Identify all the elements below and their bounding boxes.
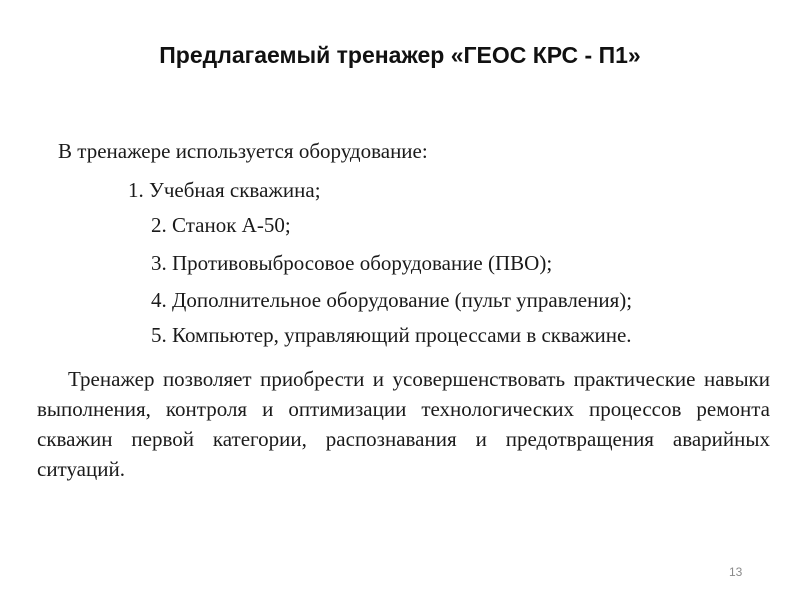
description-paragraph: Тренажер позволяет приобрести и усовершенствовать практические навыки выполнения, контроля и оптимизации технологических процессов ремонта скважин первой категории, распознавания и предотвращения аварийных ситуаций.	[37, 367, 770, 481]
equipment-item-4: 4. Дополнительное оборудование (пульт управления);	[151, 288, 633, 312]
equipment-item-3: 3. Противовыбросовое оборудование (ПВО);	[151, 251, 553, 275]
page-number: 13	[729, 565, 743, 579]
equipment-item-5: 5. Компьютер, управляющий процессами в скважине.	[151, 323, 632, 347]
slide-title: Предлагаемый тренажер «ГЕОС КРС - П1»	[159, 42, 641, 68]
equipment-intro: В тренажере используется оборудование:	[58, 139, 428, 163]
equipment-item-1: 1. Учебная скважина;	[128, 178, 321, 202]
equipment-item-2: 2. Станок А-50;	[151, 213, 291, 237]
